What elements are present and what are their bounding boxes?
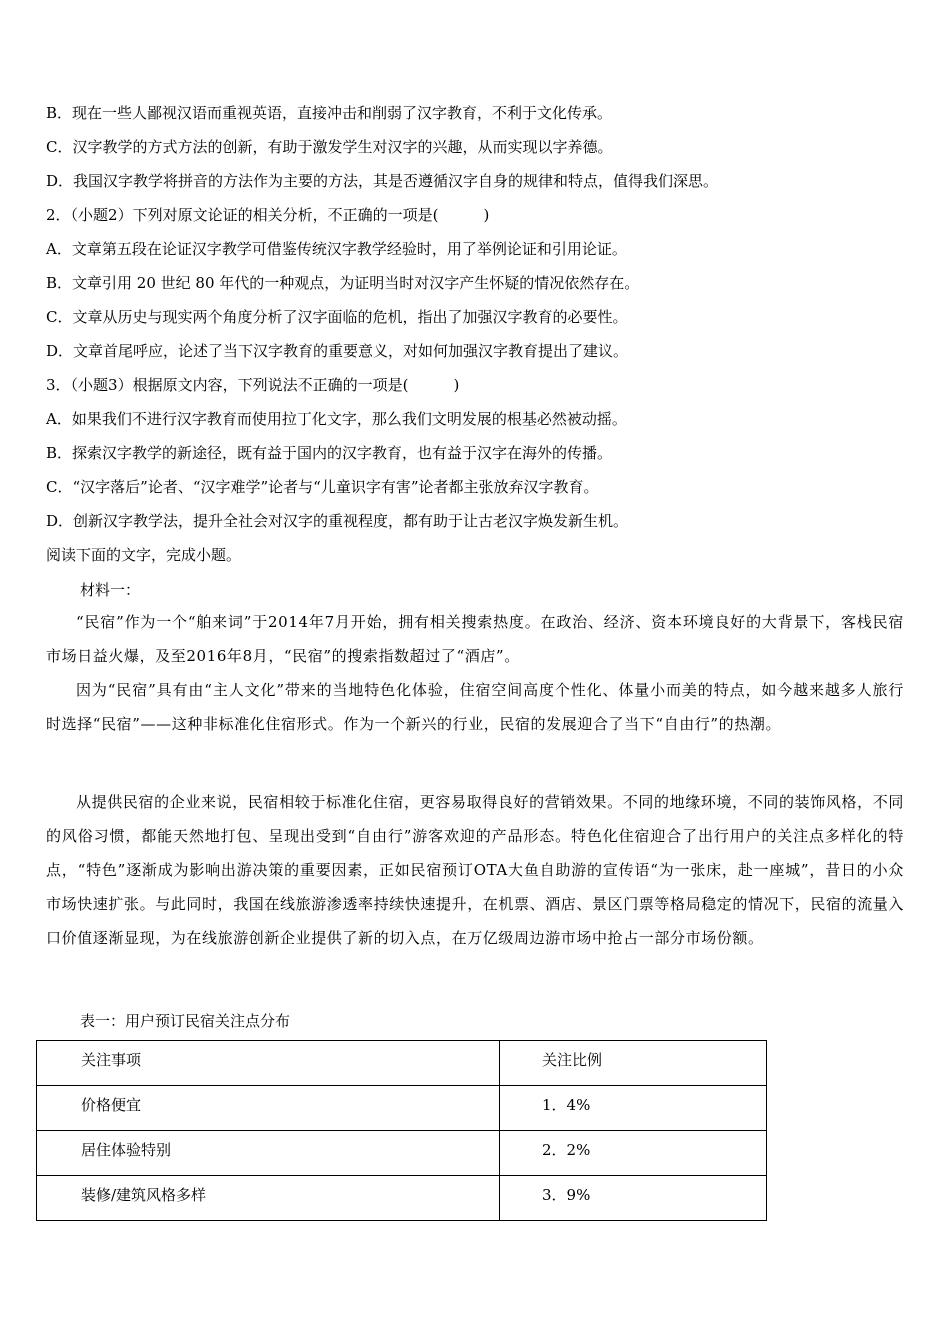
table-header-row: [37, 1041, 767, 1086]
material-label: 材料一：: [80, 581, 141, 599]
table-cell: 价格便宜: [37, 1086, 500, 1131]
q3-stem: 3．（小题3）根据原文内容，下列说法不正确的一项是( ): [46, 376, 460, 394]
q1-option-b: B．现在一些人鄙视汉语而重视英语，直接冲击和削弱了汉字教育，不利于文化传承。: [46, 104, 613, 122]
table-cell: 3．9%: [500, 1176, 767, 1221]
table-caption: 表一：用户预订民宿关注点分布: [80, 1012, 291, 1030]
q3-option-a: A．如果我们不进行汉字教育而使用拉丁化文字，那么我们文明发展的根基必然被动摇。: [46, 410, 627, 428]
table-header-cell: 关注事项: [37, 1041, 500, 1086]
table-cell: 1．4%: [500, 1086, 767, 1131]
table-row: [37, 1131, 767, 1176]
q3-option-b: B．探索汉字教学的新途径，既有益于国内的汉字教育，也有益于汉字在海外的传播。: [46, 444, 613, 462]
reading-intro: 阅读下面的文字，完成小题。: [46, 546, 242, 564]
q1-option-c: C．汉字教学的方式方法的创新，有助于激发学生对汉字的兴趣，从而实现以字养德。: [46, 138, 613, 156]
table-row: [37, 1086, 767, 1131]
q2-option-c: C．文章从历史与现实两个角度分析了汉字面临的危机，指出了加强汉字教育的必要性。: [46, 308, 628, 326]
table-header-cell: 关注比例: [500, 1041, 767, 1086]
material-paragraph: “民宿”作为一个“舶来词”于2014年7月开始，拥有相关搜索热度。在政治、经济、资本环境良好的大背景下，客栈民宿市场日益火爆，及至2016年8月，“民宿”的搜索指数超过了“酒店”。: [46, 613, 904, 665]
focus-distribution-table: [36, 1040, 767, 1221]
material-paragraph: 从提供民宿的企业来说，民宿相较于标准化住宿，更容易取得良好的营销效果。不同的地缘环境，不同的装饰风格，不同的风俗习惯，都能天然地打包、呈现出受到“自由行”游客欢迎的产品形态。特色化住宿迎合了出行用户的关注点多样化的特点，“特色”逐渐成为影响出游决策的重要因素，正如民宿预订OTA大鱼自助游的宣传语“为一张床，赴一座城”，昔日的小众市场快速扩张。与此同时，我国在线旅游渗透率持续快速提升，在机票、酒店、景区门票等格局稳定的情况下，民宿的流量入口价值逐渐显现，为在线旅游创新企业提供了新的切入点，在万亿级周边游市场中抢占一部分市场份额。: [46, 793, 905, 947]
q2-stem: 2．（小题2）下列对原文论证的相关分析，不正确的一项是( ): [46, 206, 490, 224]
q2-option-d: D．文章首尾呼应，论述了当下汉字教育的重要意义，对如何加强汉字教育提出了建议。: [46, 342, 629, 360]
table-cell: 2．2%: [500, 1131, 767, 1176]
table-cell: 居住体验特别: [37, 1131, 500, 1176]
q1-option-d: D．我国汉字教学将拼音的方法作为主要的方法，其是否遵循汉字自身的规律和特点，值得我们深思。: [46, 172, 719, 190]
table-cell: 装修/建筑风格多样: [37, 1176, 500, 1221]
q2-option-a: A．文章第五段在论证汉字教学可借鉴传统汉字教学经验时，用了举例论证和引用论证。: [46, 240, 627, 258]
material-paragraph: 因为“民宿”具有由“主人文化”带来的当地特色化体验，住宿空间高度个性化、体量小而美的特点，如今越来越多人旅行时选择“民宿”——这种非标准化住宿形式。作为一个新兴的行业，民宿的发展迎合了当下“自由行”的热潮。: [46, 681, 904, 733]
q2-option-b: B．文章引用 20 世纪 80 年代的一种观点，为证明当时对汉字产生怀疑的情况依然存在。: [46, 274, 640, 292]
table-row: [37, 1176, 767, 1221]
q3-option-d: D．创新汉字教学法，提升全社会对汉字的重视程度，都有助于让古老汉字焕发新生机。: [46, 512, 629, 530]
q3-option-c: C．“汉字落后”论者、“汉字难学”论者与“儿童识字有害”论者都主张放弃汉字教育。: [46, 478, 599, 496]
